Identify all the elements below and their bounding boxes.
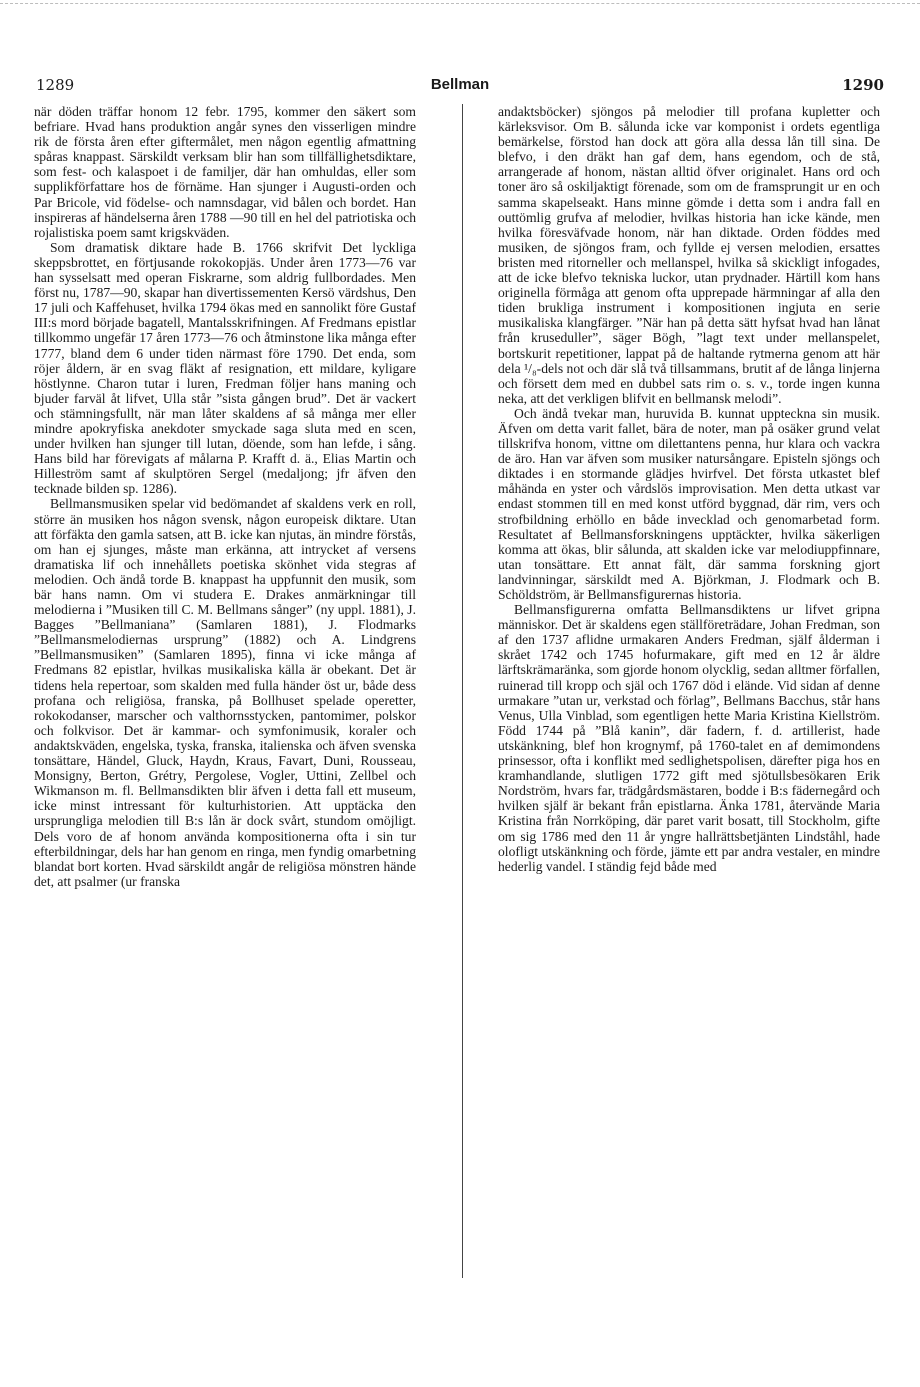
running-title: Bellman <box>430 76 490 93</box>
page-header <box>36 76 884 98</box>
paragraph: Bellmansfigurerna omfatta Bellmansdiktens ur lifvet gripna människor. Det är skaldens egen ställföreträdare, Johan Fredman, son af den 1737 aflidne urmakaren Anders Fredman, själf ålderman i skrået 1742 och 1745 hofurmakare, gift med en 12 år äldre lärftskrämaränka, som gjorde honom olycklig, sedan alltmer förfallen, ruinerad till kropp och själ och 1767 död i elände. Vid sidan af denne urmakare ”utan ur, verkstad och förlag”, Bellmans Bacchus, står hans Venus, Ulla Vinblad, som egentligen hette Maria Kristina Kiellström. Född 1744 på ”Blå kanin”, där fadern, f. d. artillerist, hade utskänkning, blef hon krognymf, på 1760-talet en af demimondens prinsessor, ofta i konflikt med sedlighetspolisen, därefter piga hos en kramhandlande, slutligen 1772 gift med sjötullsbesökaren Erik Nordström, hvars far, trädgårdsmästaren, bodde i B:s fädernegård och hvilken själf är bekant från epistlarna. Änka 1781, återvände Maria Kristina från Norrköping, där paret varit bosatt, till Stockholm, gifte om sig 1786 med den 11 år yngre hallrättsbetjänten Lindståhl, hade olofligt utskänkning och förde, jämte ett par andra vestaler, en mindre hederlig vandel. I ständig fejd både med <box>498 602 881 874</box>
left-column <box>34 104 416 889</box>
paragraph: Bellmansmusiken spelar vid bedömandet af skaldens verk en roll, större än musiken hos någon svensk, någon europeisk diktare. Utan att förfäkta den gamla satsen, att B. icke kan njutas, än mindre förstås, om han ej sjunges, måste man erkänna, att intrycket af versens dramatiska lif och innehållets poetiska skönhet vida stegras af melodien. Och ändå torde B. knappast ha uppfunnit den musik, som bär hans namn. Om vi studera E. Drakes anmärkningar till melodierna i ”Musiken till C. M. Bellmans sånger” (ny uppl. 1881), J. Bagges ”Bellmaniana” (Samlaren 1881), J. Flodmarks ”Bellmansmelodiernas ursprung” (1882) och A. Lindgrens ”Bellmansmusiken” (Samlaren 1895), finna vi icke många af Fredmans 82 epistlar, hvilkas musikaliska källa är obekant. Det är tidens hela repertoar, som skalden med fulla händer öst ur, både dess profana och religiösa, franska, på Bollhuset spelade operetter, rokokodanser, marscher och valthornsstycken, pantomimer, polskor och folkvisor. Det är kammar- och symfonimusik, koraler och andaktskväden, engelska, tyska, franska, italienska och äfven svenska tonsättare, Händel, Gluck, Haydn, Kraus, Favart, Duni, Rousseau, Monsigny, Berton, Grétry, Pergolese, Vogler, Uttini, Zellbel och Wikmanson m. fl. Bellmansdikten blir äfven i detta fall ett museum, icke minst intressant för kulturhistorien. Att upptäcka den ursprungliga melodien till B:s lån är dock svårt, stundom omöjligt. Dels voro de af honom använda kompositionerna ofta i sin tur efterbildningar, dels har han genom en ringa, men fyndig omarbetning blandat bort korten. Hvad särskildt angår de religiösa mönstren hände det, att psalmer (ur franska <box>34 496 417 889</box>
paragraph: andaktsböcker) sjöngos på melodier till profana kupletter och kärleksvisor. Om B. sålunda icke var komponist i ordets egentliga bemärkelse, förstod han dock att göra alla dessa lån till sina. De blefvo, i den dräkt han gaf dem, hans egendom, och de stå, arrangerade af honom, nästan alltid öfver originalet. Hans ord och toner äro så oskiljaktigt förenade, som om de framsprungit ur en och samma skapelseakt. Hans minne gömde i detta som i andra fall en outtömlig grufva af melodier, hvilkas historia han icke kände, men hvilka föresväfvade honom, när han diktade. Orden föddes med musiken, de sjöngos fram, och fyllde ej versen melodien, ersattes bristen med ritorneller och mellanspel, hvilka så skickligt infogades, att de icke blefvo tekniska luckor, utan prydnader. Härtill kom hans originella förmåga att genom ofta upprepade härmningar af alla den tiden brukliga instrument i kompositionen ingjuta en serie musikaliska klangfärger. ”När han på detta sätt hyfsat hvad han lånat från kruseduller”, säger Bögh, ”lagt text under mellanspelet, bortskurit repetitioner, lappat på de haltande rytmerna genom att här dela ¹/₈-dels not och där slå två tillsammans, brutit af de långa linjerna och försett dem med en dubbel sats rim o. s. v., torde ingen kunna neka, att det verkligen blifvit en bellmansk melodi”. <box>498 104 880 406</box>
paragraph: Som dramatisk diktare hade B. 1766 skrifvit Det lyckliga skeppsbrottet, en förtjusande rokokopjäs. Under åren 1773—76 var han sysselsatt med operan Fiskrarne, som aldrig fullbordades. Men först nu, 1787—90, skapar han divertissementen Kersö värdshus, Den 17 juli och Kaffehuset, hvilka 1794 ökas med en sannolikt före Gustaf III:s mord började bagatell, Mantalsskrifningen. Af Fredmans epistlar tillkommo ungefär 17 åren 1773—76 och åtminstone lika många efter 1777, bland dem 6 under tiden närmast före 1790. Det enda, som röjer åldern, är en svag fläkt af resignation, ett mildare, kyligare höstlynne. Charon tutar i luren, Fredman följer hans maning och bjuder farväl åt lifvet, Ulla står ”sista gången brud”. Det är vackert och stämningsfullt, när man låter skaldens af så många mer eller mindre apokryfiska anekdoter smyckade saga sluta med en scen, under hvilken han sjunger till lutan, döende, som han lefde, i sång. Hans bild har förevigats af målarna P. Krafft d. ä., Elias Martin och Hilleström samt af skulptören Sergel (medaljong; jfr äfven den tecknade bilden sp. 1286). <box>34 239 416 497</box>
column-divider <box>462 104 463 1278</box>
page-number-right: 1290 <box>842 76 884 94</box>
paragraph: när döden träffar honom 12 febr. 1795, kommer den säkert som befriare. Hvad hans produktion angår synes den visserligen mindre rik de första åren efter giftermålet, men någon egentlig afmattning spåras knappast. Särskildt verksam blir han som tillfällighetsdiktare, som fest- och kalaspoet i de familjer, där han omhuldas, eller som supplikförfattare hos de förnäme. Han sjunger i Augusti-orden och Par Bricole, vid födelse- och namnsdagar, vid bålen och bordet. Han inspireras af händelserna åren 1788 —90 till en hel del patriotiska och rojalistiska poem samt krigskväden. <box>34 104 416 240</box>
right-column <box>498 104 880 874</box>
top-edge-line <box>0 3 920 4</box>
page-number-left: 1289 <box>36 76 75 94</box>
paragraph: Och ändå tvekar man, huruvida B. kunnat uppteckna sin musik. Äfven om detta varit fallet, bära de noter, man på osäker grund velat tillskrifva honom, vittne om dilettantens penna, hur klara och vackra de äro. Han var äfven som musiker natursångare. Episteln sjöngs och diktades i en stormande glädjes hvirfvel. Det första utkastet blef måhända en yster och vårdslös improvisation. Men detta utkast var endast stommen till en med konst utförd byggnad, där rim, vers och strofbildning erhöllo en både invecklad och genomarbetad form. Resultatet af Bellmansforskningens upptäckter, hvilka säkerligen komma att ökas, blir sålunda, att skalden icke var melodiuppfinnare, utan tonsättare. Ett annat fält, där samma forskning gjort landvinningar, särskildt med A. Björkman, J. Flodmark och B. Schöldström, är Bellmansfigurernas historia. <box>498 405 880 602</box>
